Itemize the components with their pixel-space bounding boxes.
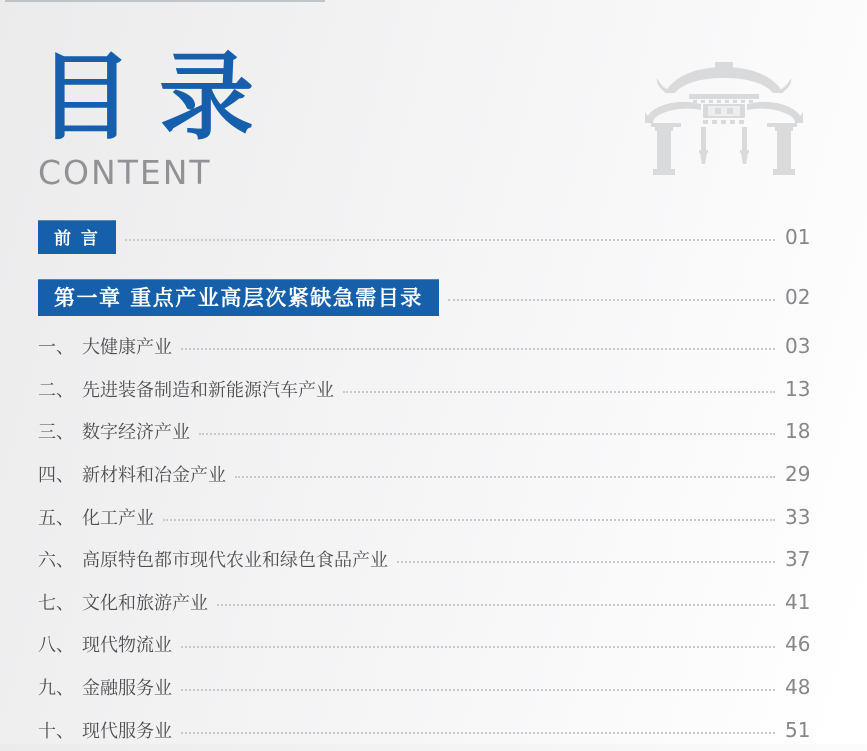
dotted-leader <box>217 604 775 606</box>
page-number: 33 <box>785 504 811 529</box>
toc-item-number: 四、 <box>38 465 74 487</box>
toc-item-number: 九、 <box>38 678 74 700</box>
page-top-edge-line <box>5 0 325 2</box>
page-number: 03 <box>785 334 811 359</box>
page-number: 02 <box>785 285 811 309</box>
page-number: 46 <box>785 632 811 657</box>
toc-item-label: 大健康产业 <box>82 337 172 359</box>
page-number: 37 <box>785 547 811 572</box>
dotted-leader <box>448 299 775 301</box>
page-number: 29 <box>785 462 811 487</box>
toc-item-number: 二、 <box>38 379 74 401</box>
toc-item-number: 三、 <box>38 422 74 444</box>
toc-item <box>38 538 815 581</box>
toc-item-number: 七、 <box>38 592 74 614</box>
dotted-leader <box>181 689 775 691</box>
dotted-leader <box>163 519 775 521</box>
page-number: 51 <box>785 717 811 742</box>
dotted-leader <box>125 239 775 241</box>
toc-item-label: 高原特色都市现代农业和绿色食品产业 <box>82 550 388 572</box>
memorial-archway-icon <box>645 56 803 178</box>
toc-item-number: 八、 <box>38 635 74 657</box>
dotted-leader <box>397 561 775 563</box>
toc-item <box>38 453 815 496</box>
dotted-leader <box>235 476 775 478</box>
page-number: 41 <box>785 589 811 614</box>
page-number: 18 <box>785 419 811 444</box>
toc-item <box>38 581 815 624</box>
toc-item-label: 现代物流业 <box>82 635 172 657</box>
toc-entry-preface <box>38 222 815 251</box>
toc-item-label: 化工产业 <box>82 507 154 529</box>
dotted-leader <box>181 348 775 350</box>
toc-item <box>38 325 815 368</box>
toc-item-label: 现代服务业 <box>82 720 172 742</box>
preface-badge: 前 言 <box>38 220 116 254</box>
toc-item <box>38 368 815 411</box>
toc-item-list <box>38 325 815 751</box>
chapter-1-badge: 第一章 重点产业高层次紧缺急需目录 <box>38 279 439 316</box>
toc-item <box>38 495 815 538</box>
toc-item-number: 五、 <box>38 507 74 529</box>
page-subtitle: CONTENT <box>38 152 212 192</box>
dotted-leader <box>343 391 775 393</box>
toc-item-label: 新材料和冶金产业 <box>82 465 226 487</box>
toc-item-label: 金融服务业 <box>82 678 172 700</box>
dotted-leader <box>199 433 775 435</box>
table-of-contents <box>38 222 815 751</box>
toc-item-number: 十、 <box>38 720 74 742</box>
toc-item <box>38 666 815 709</box>
page-number: 01 <box>785 224 811 249</box>
toc-item-label: 数字经济产业 <box>82 422 190 444</box>
toc-item-label: 文化和旅游产业 <box>82 592 208 614</box>
page-title: 目录 <box>38 43 281 153</box>
page-number: 13 <box>785 376 811 401</box>
toc-item-label: 先进装备制造和新能源汽车产业 <box>82 379 334 401</box>
dotted-leader <box>181 646 775 648</box>
toc-entry-chapter-1 <box>38 282 815 312</box>
page-number: 48 <box>785 675 811 700</box>
dotted-leader <box>181 732 775 734</box>
toc-item <box>38 708 815 751</box>
toc-item-number: 六、 <box>38 550 74 572</box>
toc-item-number: 一、 <box>38 337 74 359</box>
page-header <box>38 43 281 192</box>
toc-item <box>38 410 815 453</box>
toc-item <box>38 623 815 666</box>
